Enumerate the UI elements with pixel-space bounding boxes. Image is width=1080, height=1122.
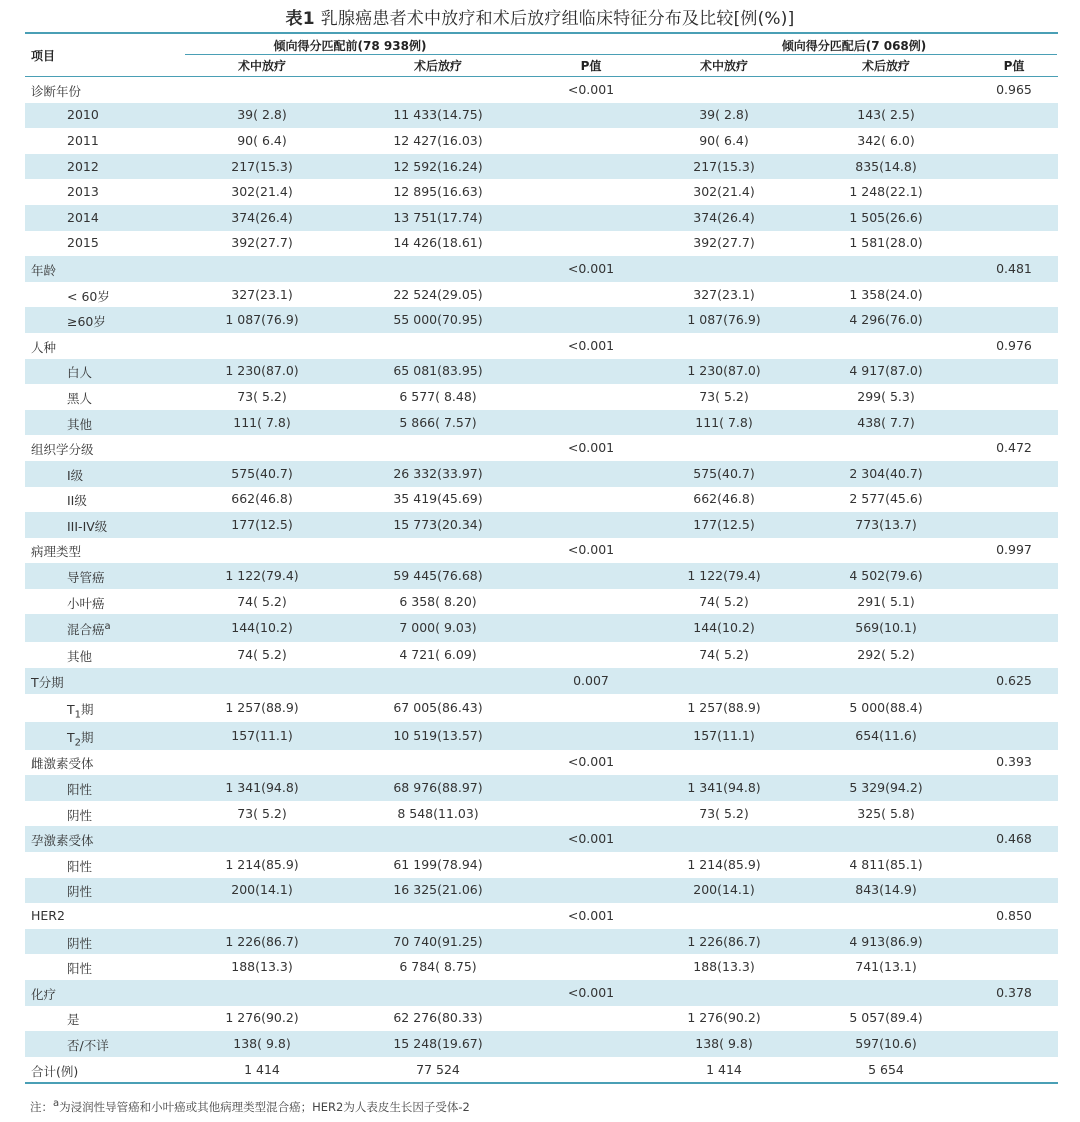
row-label: 诊断年份 — [31, 83, 82, 99]
cell-intra-after: 327(23.1) — [693, 286, 755, 302]
row-label: 混合癌$^a$ — [67, 621, 111, 638]
cell-intra-after: 1 214(85.9) — [687, 856, 761, 872]
cell-post-before: 5 866( 7.57) — [399, 414, 477, 430]
cell-p-after: 0.393 — [996, 754, 1032, 770]
category-row — [25, 903, 1058, 929]
cell-post-before: 6 784( 8.75) — [399, 959, 477, 975]
row-label: 2015 — [67, 235, 99, 251]
category-row — [25, 1057, 1058, 1083]
cell-post-before: 15 248(19.67) — [393, 1035, 483, 1051]
table-row — [25, 512, 1058, 538]
cell-post-before: 12 427(16.03) — [393, 132, 483, 148]
cell-intra-after: 144(10.2) — [693, 620, 755, 636]
table-row — [25, 154, 1058, 180]
cell-p-after: 0.965 — [996, 81, 1032, 97]
row-label: 年龄 — [31, 262, 57, 278]
cell-intra-after: 39( 2.8) — [699, 107, 749, 123]
cell-post-after: 835(14.8) — [855, 158, 917, 174]
cell-intra-before: 1 226(86.7) — [225, 933, 299, 949]
footnote-marker: a — [53, 1098, 60, 1109]
cell-intra-after: 74( 5.2) — [699, 647, 749, 663]
row-label: 否/不详 — [67, 1037, 109, 1053]
cell-intra-before: 1 341(94.8) — [225, 780, 299, 796]
row-label: 阴性 — [67, 884, 93, 900]
category-row — [25, 435, 1058, 461]
cell-post-before: 65 081(83.95) — [393, 363, 483, 379]
cell-intra-before: 392(27.7) — [231, 235, 293, 251]
cell-intra-after: 138( 9.8) — [695, 1035, 753, 1051]
row-label: 导管癌 — [67, 570, 105, 586]
row-label: 2010 — [67, 107, 99, 123]
cell-post-after: 1 581(28.0) — [849, 235, 923, 251]
row-label: 阳性 — [67, 858, 93, 874]
table-row — [25, 801, 1058, 827]
cell-intra-before: 1 230(87.0) — [225, 363, 299, 379]
row-label: 雌激素受体 — [31, 756, 94, 772]
cell-intra-before: 111( 7.8) — [233, 414, 291, 430]
header-intra-after: 术中放疗 — [699, 59, 748, 73]
row-label: 黑人 — [67, 390, 93, 406]
row-label: $T_2$期 — [67, 729, 94, 749]
cell-intra-before: 1 276(90.2) — [225, 1010, 299, 1026]
cell-p-before: <0.001 — [567, 908, 615, 924]
cell-post-after: 438( 7.7) — [857, 414, 915, 430]
cell-intra-after: 73( 5.2) — [699, 805, 749, 821]
table-row — [25, 954, 1058, 980]
row-label: 2013 — [67, 184, 99, 200]
row-label: 小叶癌 — [67, 595, 105, 611]
table-row — [25, 359, 1058, 385]
cell-post-after: 2 577(45.6) — [849, 491, 923, 507]
table-row — [25, 410, 1058, 436]
cell-intra-before: 74( 5.2) — [237, 593, 287, 609]
table-row — [25, 205, 1058, 231]
cell-intra-before: 177(12.5) — [231, 516, 293, 532]
cell-intra-before: 144(10.2) — [231, 620, 293, 636]
row-label: 其他 — [67, 649, 93, 665]
cell-intra-before: 575(40.7) — [231, 465, 293, 481]
cell-intra-after: 157(11.1) — [693, 727, 755, 743]
table-row — [25, 461, 1058, 487]
header-p-after: P值 — [1003, 59, 1025, 73]
cell-p-before: <0.001 — [567, 831, 615, 847]
row-label: 白人 — [67, 365, 93, 381]
cell-intra-before: 1 414 — [244, 1061, 280, 1077]
category-row — [25, 826, 1058, 852]
cell-post-after: 843(14.9) — [855, 882, 917, 898]
cell-post-before: 55 000(70.95) — [393, 312, 483, 328]
cell-intra-after: 111( 7.8) — [695, 414, 753, 430]
row-label: $T_1$期 — [67, 701, 94, 721]
cell-intra-before: 74( 5.2) — [237, 647, 287, 663]
table-header — [25, 34, 1058, 77]
row-label: 2011 — [67, 132, 99, 148]
table-row — [25, 614, 1058, 642]
cell-intra-before: 327(23.1) — [231, 286, 293, 302]
cell-intra-after: 1 230(87.0) — [687, 363, 761, 379]
header-p-before: P值 — [580, 59, 602, 73]
table-row — [25, 589, 1058, 615]
cell-intra-before: 1 087(76.9) — [225, 312, 299, 328]
cell-intra-after: 90( 6.4) — [699, 132, 749, 148]
cell-post-after: 5 654 — [868, 1061, 904, 1077]
cell-post-after: 325( 5.8) — [857, 805, 915, 821]
cell-intra-before: 1 257(88.9) — [225, 699, 299, 715]
cell-post-after: 569(10.1) — [855, 620, 917, 636]
cell-post-before: 12 592(16.24) — [393, 158, 483, 174]
cell-intra-after: 200(14.1) — [693, 882, 755, 898]
cell-intra-after: 302(21.4) — [693, 184, 755, 200]
cell-p-before: <0.001 — [567, 984, 615, 1000]
cell-intra-before: 39( 2.8) — [237, 107, 287, 123]
cell-post-after: 4 913(86.9) — [849, 933, 923, 949]
footnote-prefix: 注： — [30, 1099, 53, 1114]
cell-post-after: 5 057(89.4) — [849, 1010, 923, 1026]
row-label: 是 — [67, 1012, 80, 1028]
cell-post-after: 773(13.7) — [855, 516, 917, 532]
cell-intra-before: 374(26.4) — [231, 209, 293, 225]
table-title — [0, 4, 1080, 29]
category-row — [25, 333, 1058, 359]
row-label: 阴性 — [67, 807, 93, 823]
cell-intra-before: 73( 5.2) — [237, 805, 287, 821]
cell-post-after: 741(13.1) — [855, 959, 917, 975]
row-label: 阳性 — [67, 782, 93, 798]
data-table — [25, 32, 1058, 1084]
cell-intra-after: 392(27.7) — [693, 235, 755, 251]
row-label: HER2 — [31, 908, 65, 924]
cell-post-before: 12 895(16.63) — [393, 184, 483, 200]
cell-p-before: <0.001 — [567, 542, 615, 558]
cell-post-after: 291( 5.1) — [857, 593, 915, 609]
cell-intra-before: 1 122(79.4) — [225, 568, 299, 584]
table-row — [25, 694, 1058, 722]
row-label: 孕激素受体 — [31, 833, 94, 849]
cell-post-before: 6 577( 8.48) — [399, 388, 477, 404]
cell-intra-before: 217(15.3) — [231, 158, 293, 174]
category-row — [25, 538, 1058, 564]
row-label: 病理类型 — [31, 544, 82, 560]
cell-post-after: 1 358(24.0) — [849, 286, 923, 302]
cell-p-after: 0.472 — [996, 440, 1032, 456]
row-label: ≥60岁 — [67, 314, 106, 330]
header-post-before: 术后放疗 — [413, 59, 462, 73]
cell-post-before: 61 199(78.94) — [393, 856, 483, 872]
row-label: < 60岁 — [67, 288, 110, 304]
cell-p-before: <0.001 — [567, 81, 615, 97]
table-row — [25, 384, 1058, 410]
cell-intra-after: 1 276(90.2) — [687, 1010, 761, 1026]
cell-post-before: 70 740(91.25) — [393, 933, 483, 949]
cell-intra-after: 74( 5.2) — [699, 593, 749, 609]
header-intra-before: 术中放疗 — [237, 59, 286, 73]
cell-p-after: 0.468 — [996, 831, 1032, 847]
cell-post-before: 35 419(45.69) — [393, 491, 483, 507]
row-label: T分期 — [31, 674, 64, 690]
category-row — [25, 750, 1058, 776]
table-footnote — [30, 1098, 470, 1115]
cell-intra-after: 177(12.5) — [693, 516, 755, 532]
table-body — [25, 77, 1058, 1082]
row-label: 人种 — [31, 339, 57, 355]
cell-post-before: 8 548(11.03) — [397, 805, 479, 821]
cell-intra-before: 157(11.1) — [231, 727, 293, 743]
header-group-after: 倾向得分匹配后(7 068例) — [781, 39, 927, 53]
cell-intra-after: 374(26.4) — [693, 209, 755, 225]
table-row — [25, 642, 1058, 668]
table-caption: 乳腺癌患者术中放疗和术后放疗组临床特征分布及比较[例(%)] — [320, 9, 795, 29]
row-label: II级 — [67, 493, 87, 509]
cell-intra-before: 73( 5.2) — [237, 388, 287, 404]
row-label: III-IV级 — [67, 518, 108, 534]
cell-post-after: 342( 6.0) — [857, 132, 915, 148]
category-row — [25, 256, 1058, 282]
table-row — [25, 1006, 1058, 1032]
table-row — [25, 878, 1058, 904]
table-row — [25, 487, 1058, 513]
header-group-rule — [185, 54, 1057, 55]
header-post-after: 术后放疗 — [861, 59, 910, 73]
row-label: 2014 — [67, 209, 99, 225]
table-row — [25, 1031, 1058, 1057]
row-label: 合计(例) — [31, 1063, 79, 1079]
row-label: 阳性 — [67, 961, 93, 977]
category-row — [25, 77, 1058, 103]
cell-post-after: 1 505(26.6) — [849, 209, 923, 225]
cell-post-after: 2 304(40.7) — [849, 465, 923, 481]
cell-p-after: 0.378 — [996, 984, 1032, 1000]
table-row — [25, 282, 1058, 308]
cell-post-after: 5 329(94.2) — [849, 780, 923, 796]
table-row — [25, 722, 1058, 750]
table-row — [25, 179, 1058, 205]
cell-post-after: 292( 5.2) — [857, 647, 915, 663]
table-row — [25, 307, 1058, 333]
cell-intra-before: 138( 9.8) — [233, 1035, 291, 1051]
cell-intra-before: 302(21.4) — [231, 184, 293, 200]
row-label: 阴性 — [67, 935, 93, 951]
cell-intra-before: 200(14.1) — [231, 882, 293, 898]
cell-p-before: 0.007 — [573, 672, 609, 688]
cell-post-after: 4 917(87.0) — [849, 363, 923, 379]
table-row — [25, 852, 1058, 878]
cell-p-before: <0.001 — [567, 440, 615, 456]
cell-intra-after: 1 226(86.7) — [687, 933, 761, 949]
cell-p-after: 0.481 — [996, 260, 1032, 276]
cell-intra-after: 73( 5.2) — [699, 388, 749, 404]
cell-post-after: 597(10.6) — [855, 1035, 917, 1051]
cell-post-before: 10 519(13.57) — [393, 727, 483, 743]
table-row — [25, 563, 1058, 589]
cell-post-before: 68 976(88.97) — [393, 780, 483, 796]
cell-post-after: 299( 5.3) — [857, 388, 915, 404]
cell-p-after: 0.976 — [996, 337, 1032, 353]
table-row — [25, 929, 1058, 955]
cell-p-after: 0.850 — [996, 908, 1032, 924]
cell-intra-after: 575(40.7) — [693, 465, 755, 481]
cell-intra-after: 1 257(88.9) — [687, 699, 761, 715]
cell-post-before: 67 005(86.43) — [393, 699, 483, 715]
cell-intra-after: 217(15.3) — [693, 158, 755, 174]
cell-p-after: 0.625 — [996, 672, 1032, 688]
cell-intra-before: 662(46.8) — [231, 491, 293, 507]
cell-intra-after: 188(13.3) — [693, 959, 755, 975]
row-label: 组织学分级 — [31, 442, 94, 458]
cell-intra-before: 1 214(85.9) — [225, 856, 299, 872]
cell-p-before: <0.001 — [567, 337, 615, 353]
cell-post-before: 15 773(20.34) — [393, 516, 483, 532]
cell-post-before: 6 358( 8.20) — [399, 593, 477, 609]
cell-post-before: 11 433(14.75) — [393, 107, 483, 123]
cell-intra-before: 90( 6.4) — [237, 132, 287, 148]
cell-p-after: 0.997 — [996, 542, 1032, 558]
cell-intra-after: 662(46.8) — [693, 491, 755, 507]
cell-intra-after: 1 414 — [706, 1061, 742, 1077]
row-label: 2012 — [67, 158, 99, 174]
cell-post-before: 26 332(33.97) — [393, 465, 483, 481]
table-row — [25, 128, 1058, 154]
table-row — [25, 103, 1058, 129]
cell-post-before: 4 721( 6.09) — [399, 647, 477, 663]
cell-post-after: 4 811(85.1) — [849, 856, 923, 872]
cell-post-after: 4 502(79.6) — [849, 568, 923, 584]
cell-post-before: 13 751(17.74) — [393, 209, 483, 225]
cell-intra-after: 1 341(94.8) — [687, 780, 761, 796]
cell-post-before: 59 445(76.68) — [393, 568, 483, 584]
cell-post-before: 22 524(29.05) — [393, 286, 483, 302]
table-number: 表1 — [285, 9, 315, 29]
cell-post-after: 1 248(22.1) — [849, 184, 923, 200]
header-group-before: 倾向得分匹配前(78 938例) — [273, 39, 427, 53]
header-item: 项目 — [31, 49, 56, 63]
cell-post-before: 14 426(18.61) — [393, 235, 483, 251]
footnote-text: 为浸润性导管癌和小叶癌或其他病理类型混合癌；HER2为人表皮生长因子受体-2 — [59, 1099, 470, 1114]
cell-p-before: <0.001 — [567, 260, 615, 276]
category-row — [25, 668, 1058, 694]
row-label: I级 — [67, 467, 84, 483]
cell-post-after: 143( 2.5) — [857, 107, 915, 123]
cell-post-before: 62 276(80.33) — [393, 1010, 483, 1026]
cell-post-before: 77 524 — [416, 1061, 460, 1077]
cell-post-after: 4 296(76.0) — [849, 312, 923, 328]
cell-intra-before: 188(13.3) — [231, 959, 293, 975]
table-row — [25, 775, 1058, 801]
cell-p-before: <0.001 — [567, 754, 615, 770]
cell-post-after: 654(11.6) — [855, 727, 917, 743]
cell-post-before: 16 325(21.06) — [393, 882, 483, 898]
table-row — [25, 231, 1058, 257]
row-label: 其他 — [67, 416, 93, 432]
cell-post-after: 5 000(88.4) — [849, 699, 923, 715]
cell-intra-after: 1 122(79.4) — [687, 568, 761, 584]
row-label: 化疗 — [31, 986, 57, 1002]
cell-post-before: 7 000( 9.03) — [399, 620, 477, 636]
cell-intra-after: 1 087(76.9) — [687, 312, 761, 328]
category-row — [25, 980, 1058, 1006]
